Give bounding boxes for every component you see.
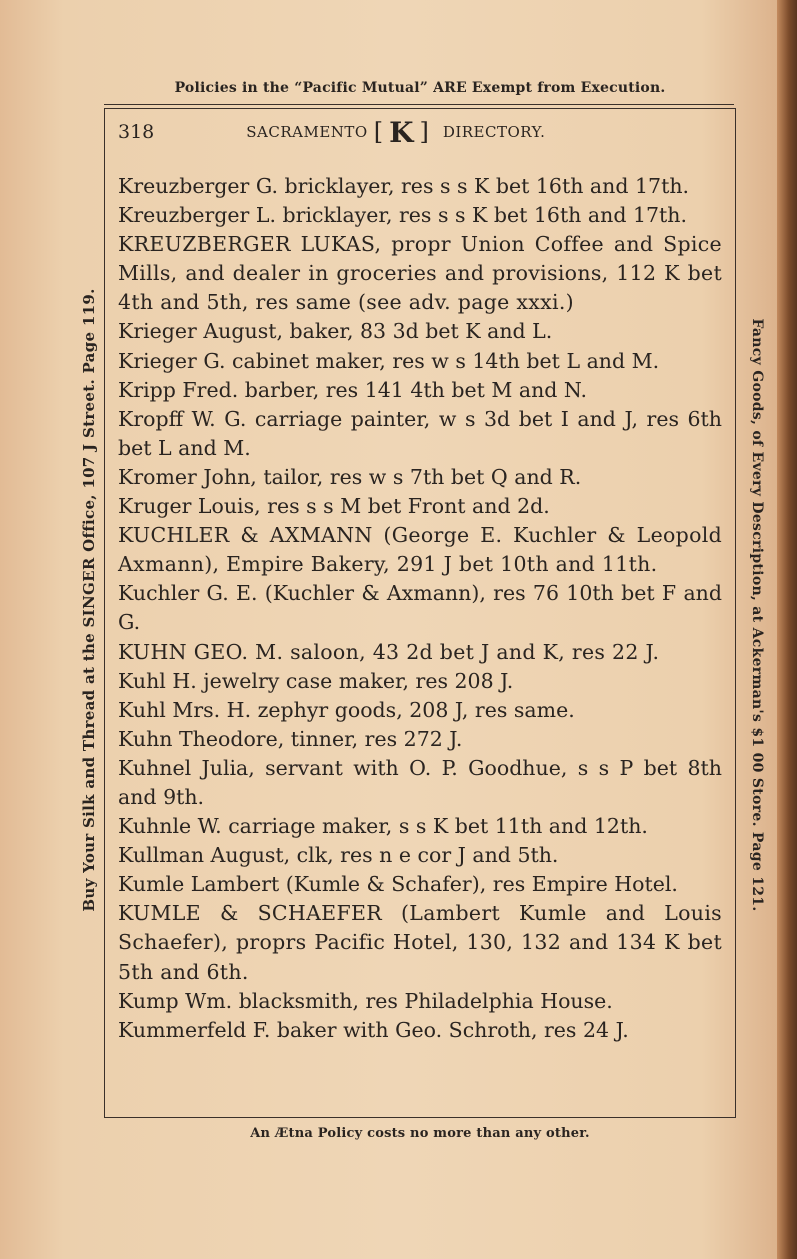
directory-entry: Kreuzberger G. bricklayer, res s s K bet 16th and 17th. [118,174,690,198]
directory-entry: Kreuzberger L. bricklayer, res s s K bet 16th and 17th. [118,203,688,228]
right-margin-advertisement: Fancy Goods, of Every Description, at Ackerman's $1 00 Store. Page 121. [749,318,765,912]
directory-entry: KUMLE & SCHAEFER (Lambert Kumle and Louis Schaefer), proprs Pacific Hotel, 130, 132 and 134 K bet 5th and 6th. [118,901,722,984]
directory-entries [118,172,722,1045]
directory-entry: Kromer John, tailor, res w s 7th bet Q and R. [118,464,582,489]
directory-entry: Kropff W. G. carriage painter, w s 3d bet I and J, res 6th bet L and M. [118,406,722,460]
running-head [118,116,718,148]
directory-entry: KREUZBERGER LUKAS, propr Union Coffee and Spice Mills, and dealer in groceries and provisions, 112 K bet 4th and 5th, res same (see adv. page xxxi.) [118,232,722,315]
directory-entry: Krieger G. cabinet maker, res w s 14th bet L and M. [118,348,660,373]
page-number: 318 [118,121,155,143]
book-spine-edge [777,0,797,1259]
directory-label: DIRECTORY. [442,123,546,141]
directory-entry: Kullman August, clk, res n e cor J and 5th. [118,843,559,868]
directory-entry: Kuhl H. jewelry case maker, res 208 J. [118,668,514,693]
directory-entry: Kuhnel Julia, servant with O. P. Goodhue, s s P bet 8th and 9th. [118,755,722,809]
section-letter: K [389,115,414,149]
header-rule [104,104,734,105]
directory-entry: Kumle Lambert (Kumle & Schafer), res Empire Hotel. [118,872,678,897]
directory-entry: KUHN GEO. M. saloon, 43 2d bet J and K, res 22 J. [118,639,660,664]
directory-entry: Krieger August, baker, 83 3d bet K and L. [118,319,553,344]
directory-entry: Kuhnle W. carriage maker, s s K bet 11th and 12th. [118,814,648,839]
directory-entry: Kuchler G. E. (Kuchler & Axmann), res 76 10th bet F and G. [118,581,722,635]
directory-entry: KUCHLER & AXMANN (George E. Kuchler & Leopold Axmann), Empire Bakery, 291 J bet 10th and 11th. [118,523,722,577]
city-name: SACRAMENTO [246,123,368,141]
directory-entry: Kump Wm. blacksmith, res Philadelphia House. [118,988,613,1013]
left-margin-advertisement: Buy Your Silk and Thread at the SINGER Office, 107 J Street. Page 119. [80,288,98,912]
directory-entry: Kruger Louis, res s s M bet Front and 2d. [118,494,550,519]
bracket-open: [ [373,118,384,146]
top-advertisement: Policies in the “Pacific Mutual” ARE Exempt from Execution. [174,80,666,96]
directory-entry: Kuhl Mrs. H. zephyr goods, 208 J, res same. [118,697,575,722]
directory-entry: Kripp Fred. barber, res 141 4th bet M and N. [118,377,588,402]
bottom-advertisement: An Ætna Policy costs no more than any other. [250,1126,590,1141]
directory-entry: Kummerfeld F. baker with Geo. Schroth, res 24 J. [118,1017,629,1042]
bracket-close: ] [419,118,429,146]
directory-entry: Kuhn Theodore, tinner, res 272 J. [118,726,463,751]
